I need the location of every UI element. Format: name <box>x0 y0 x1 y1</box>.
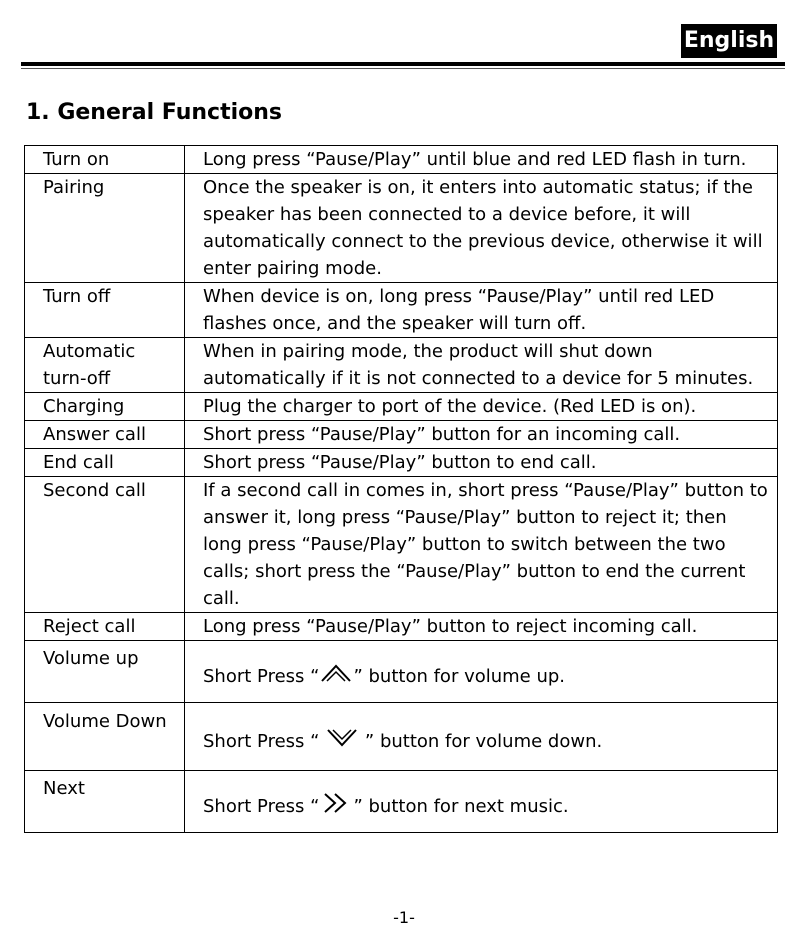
function-description: When device is on, long press “Pause/Play” until red LED flashes once, and the speaker will turn off. <box>185 283 778 338</box>
function-name: Turn on <box>25 146 185 174</box>
description-suffix: ” button for next music. <box>353 796 569 817</box>
function-name: Charging <box>25 393 185 421</box>
functions-table <box>24 145 778 833</box>
table-row <box>25 477 778 613</box>
chevron-down-icon <box>325 726 359 750</box>
function-name: End call <box>25 449 185 477</box>
table-row <box>25 283 778 338</box>
function-name: Volume up <box>25 641 185 703</box>
description-prefix: Short Press “ <box>203 666 320 687</box>
function-description: Long press “Pause/Play” button to reject incoming call. <box>185 613 778 641</box>
function-name: Next <box>25 771 185 833</box>
function-name: Volume Down <box>25 703 185 771</box>
function-description: Long press “Pause/Play” until blue and red LED flash in turn. <box>185 146 778 174</box>
chevron-up-icon <box>319 661 353 685</box>
function-name: Pairing <box>25 174 185 283</box>
function-description: When in pairing mode, the product will shut down automatically if it is not connected to a device for 5 minutes. <box>185 338 778 393</box>
table-row <box>25 393 778 421</box>
function-description: If a second call in comes in, short press “Pause/Play” button to answer it, long press “Pause/Play” button to reject it; then long press “Pause/Play” button to switch between the two calls; short press the “Pause/Play” button to end the current call. <box>185 477 778 613</box>
header-rule <box>21 62 785 66</box>
function-description: Once the speaker is on, it enters into automatic status; if the speaker has been connected to a device before, it will automatically connect to the previous device, otherwise it will enter pairing mode. <box>185 174 778 283</box>
description-suffix: ” button for volume up. <box>353 666 566 687</box>
table-row <box>25 641 778 703</box>
header-rule-thin <box>21 68 785 69</box>
table-row <box>25 771 778 833</box>
function-name: Automatic turn-off <box>25 338 185 393</box>
description-prefix: Short Press “ <box>203 796 320 817</box>
function-name: Turn off <box>25 283 185 338</box>
description-prefix: Short Press “ <box>203 731 326 752</box>
table-row <box>25 174 778 283</box>
function-name: Second call <box>25 477 185 613</box>
page-number: -1- <box>393 908 415 927</box>
language-badge: English <box>681 24 777 58</box>
table-row <box>25 146 778 174</box>
function-name: Reject call <box>25 613 185 641</box>
section-title: 1. General Functions <box>26 100 283 125</box>
table-row <box>25 449 778 477</box>
function-description <box>185 703 778 771</box>
function-description <box>185 641 778 703</box>
table-row <box>25 338 778 393</box>
double-chevron-right-icon <box>319 791 353 815</box>
function-description: Plug the charger to port of the device. (Red LED is on). <box>185 393 778 421</box>
description-suffix: ” button for volume down. <box>359 731 603 752</box>
table-row <box>25 613 778 641</box>
table-row <box>25 421 778 449</box>
function-name: Answer call <box>25 421 185 449</box>
function-description <box>185 771 778 833</box>
function-description: Short press “Pause/Play” button to end call. <box>185 449 778 477</box>
function-description: Short press “Pause/Play” button for an incoming call. <box>185 421 778 449</box>
table-row <box>25 703 778 771</box>
